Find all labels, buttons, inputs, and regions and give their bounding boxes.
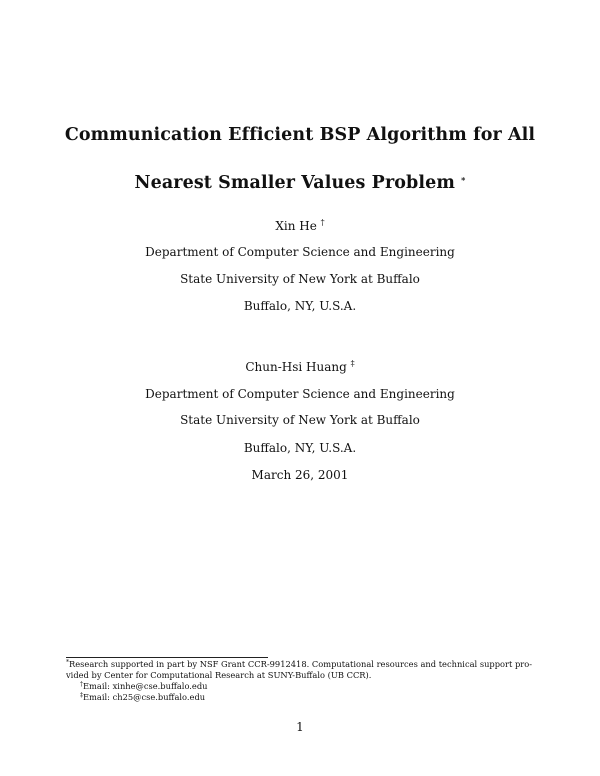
author-1-footnote-mark: † — [320, 218, 325, 227]
paper-title-line-2: Nearest Smaller Values Problem * — [134, 173, 466, 193]
footnote-funding-mark: * — [66, 659, 69, 666]
paper-date: March 26, 2001 — [251, 468, 349, 482]
footnote-email-2-mark: ‡ — [80, 692, 83, 699]
page-number: 1 — [296, 720, 304, 734]
footnote-rule — [66, 657, 268, 658]
author-2-department: Department of Computer Science and Engineering — [145, 387, 455, 401]
footnote-email-2: ‡Email: ch25@cse.buffalo.edu — [80, 692, 206, 702]
footnote-funding-line-1: *Research supported in part by NSF Grant CCR-9912418. Computational resources and technical support pro- — [66, 659, 533, 669]
footnote-email-1: †Email: xinhe@cse.buffalo.edu — [80, 681, 208, 691]
author-2-university: State University of New York at Buffalo — [180, 413, 420, 427]
author-2-name: Chun-Hsi Huang ‡ — [245, 359, 355, 374]
author-1-department: Department of Computer Science and Engineering — [145, 245, 455, 259]
footnote-funding-line-2: vided by Center for Computational Research at SUNY-Buffalo (UB CCR). — [66, 670, 372, 680]
author-1-location: Buffalo, NY, U.S.A. — [243, 299, 357, 313]
author-2-location: Buffalo, NY, U.S.A. — [243, 441, 357, 455]
author-1-university: State University of New York at Buffalo — [180, 272, 420, 286]
paper-title-line-1: Communication Efficient BSP Algorithm for All — [64, 125, 536, 145]
footnote-email-1-mark: † — [80, 681, 83, 688]
title-footnote-mark: * — [461, 175, 466, 185]
author-2-footnote-mark: ‡ — [350, 359, 355, 368]
author-1-name: Xin He † — [275, 218, 325, 233]
